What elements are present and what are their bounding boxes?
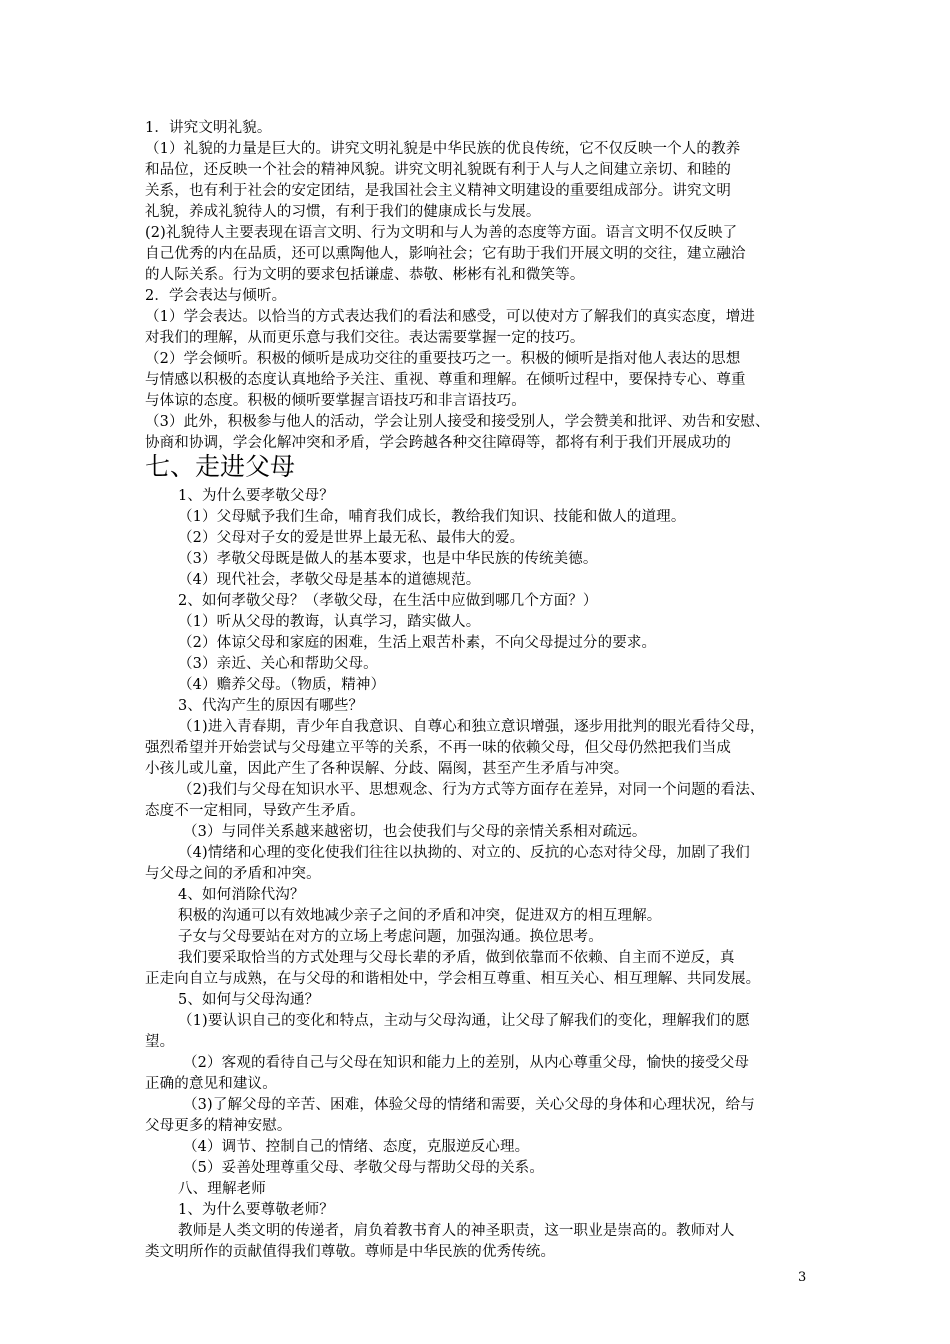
text-line: 对我们的理解，从而更乐意与我们交往。表达需要掌握一定的技巧。 xyxy=(145,330,585,346)
text-line: 与情感以积极的态度认真地给予关注、重视、尊重和理解。在倾听过程中，要保持专心、尊重 xyxy=(145,372,746,388)
text-line: 3、代沟产生的原因有哪些？ xyxy=(178,698,364,714)
text-line: 积极的沟通可以有效地减少亲子之间的矛盾和冲突，促进双方的相互理解。 xyxy=(178,908,662,924)
text-line: 正走向自立与成熟，在与父母的和谐相处中，学会相互尊重、相互关心、相互理解、共同发展。 xyxy=(145,971,761,987)
text-line: （4)情绪和心理的变化使我们往往以执拗的、对立的、反抗的心态对待父母，加剧了我们 xyxy=(178,845,750,861)
text-line: 我们要采取恰当的方式处理与父母长辈的矛盾，做到依靠而不依赖、自主而不逆反，真 xyxy=(178,950,735,966)
text-line: 望。 xyxy=(145,1034,175,1050)
text-line: （2）父母对子女的爱是世界上最无私、最伟大的爱。 xyxy=(178,530,525,546)
text-line: 1．讲究文明礼貌。 xyxy=(145,120,272,136)
text-line: 的人际关系。行为文明的要求包括谦虚、恭敬、彬彬有礼和微笑等。 xyxy=(145,267,585,283)
text-line: （2）客观的看待自己与父母在知识和能力上的差别，从内心尊重父母，愉快的接受父母 xyxy=(183,1055,750,1071)
text-line: 强烈希望并开始尝试与父母建立平等的关系，不再一味的依赖父母，但父母仍然把我们当成 xyxy=(145,740,731,756)
text-line: （1）听从父母的教诲，认真学习，踏实做人。 xyxy=(178,614,481,630)
text-line: （2)我们与父母在知识水平、思想观念、行为方式等方面存在差异，对同一个问题的看法、 xyxy=(178,782,765,798)
text-line: （4）赡养父母。（物质，精神） xyxy=(178,677,386,693)
text-line: 正确的意见和建议。 xyxy=(145,1076,277,1092)
text-line: （3）孝敬父母既是做人的基本要求，也是中华民族的传统美德。 xyxy=(178,551,598,567)
text-line: 自己优秀的内在品质，还可以熏陶他人，影响社会；它有助于我们开展文明的交往，建立融洽 xyxy=(145,246,746,262)
text-line: 类文明所作的贡献值得我们尊敬。尊师是中华民族的优秀传统。 xyxy=(145,1244,556,1260)
text-line: 1、为什么要尊敬老师？ xyxy=(178,1202,334,1218)
text-line: （3)了解父母的辛苦、困难，体验父母的情绪和需要，关心父母的身体和心理状况，给与 xyxy=(183,1097,755,1113)
text-line: 礼貌，养成礼貌待人的习惯，有利于我们的健康成长与发展。 xyxy=(145,204,541,220)
text-line: （4）调节、控制自己的情绪、态度，克服逆反心理。 xyxy=(183,1139,530,1155)
text-line: 父母更多的精神安慰。 xyxy=(145,1118,292,1134)
text-line: （1）父母赋予我们生命，哺育我们成长，教给我们知识、技能和做人的道理。 xyxy=(178,509,686,525)
text-line: （3）此外，积极参与他人的活动，学会让别人接受和接受别人，学会赞美和批评、劝告和安慰、 xyxy=(145,414,770,430)
section-heading: 七、走进父母 xyxy=(145,452,296,481)
text-line: （2）体谅父母和家庭的困难，生活上艰苦朴素，不向父母提过分的要求。 xyxy=(178,635,657,651)
text-line: （2）学会倾听。积极的倾听是成功交往的重要技巧之一。积极的倾听是指对他人表达的思想 xyxy=(145,351,741,367)
text-line: 1、为什么要孝敬父母？ xyxy=(178,488,334,504)
text-line: （1）礼貌的力量是巨大的。讲究文明礼貌是中华民族的优良传统，它不仅反映一个人的教养 xyxy=(145,141,741,157)
text-line: （1）学会表达。以恰当的方式表达我们的看法和感受，可以使对方了解我们的真实态度，增进 xyxy=(145,309,756,325)
text-line: （3）亲近、关心和帮助父母。 xyxy=(178,656,378,672)
text-line: 教师是人类文明的传递者，肩负着教书育人的神圣职责，这一职业是崇高的。教师对人 xyxy=(178,1223,735,1239)
text-line: （1)要认识自己的变化和特点，主动与父母沟通，让父母了解我们的变化，理解我们的愿 xyxy=(178,1013,750,1029)
text-line: 子女与父母要站在对方的立场上考虑问题，加强沟通。换位思考。 xyxy=(178,929,603,945)
text-line: （4）现代社会，孝敬父母是基本的道德规范。 xyxy=(178,572,481,588)
text-line: 与父母之间的矛盾和冲突。 xyxy=(145,866,321,882)
text-line: （3）与同伴关系越来越密切，也会使我们与父母的亲情关系相对疏远。 xyxy=(183,824,647,840)
text-line: 2．学会表达与倾听。 xyxy=(145,288,287,304)
text-line: 4、如何消除代沟？ xyxy=(178,887,305,903)
text-line: 态度不一定相同，导致产生矛盾。 xyxy=(145,803,365,819)
text-line: 5、如何与父母沟通？ xyxy=(178,992,320,1008)
text-line: （5）妥善处理尊重父母、孝敬父母与帮助父母的关系。 xyxy=(183,1160,544,1176)
text-line: 和品位，还反映一个社会的精神风貌。讲究文明礼貌既有利于人与人之间建立亲切、和睦的 xyxy=(145,162,731,178)
text-line: 关系，也有利于社会的安定团结，是我国社会主义精神文明建设的重要组成部分。讲究文明 xyxy=(145,183,731,199)
page-number: 3 xyxy=(798,1270,807,1285)
text-line: 八、理解老师 xyxy=(178,1181,266,1197)
text-line: （1)进入青春期，青少年自我意识、自尊心和独立意识增强，逐步用批判的眼光看待父母， xyxy=(178,719,765,735)
text-line: 协商和协调，学会化解冲突和矛盾，学会跨越各种交往障碍等，都将有利于我们开展成功的 xyxy=(145,435,731,451)
text-line: (2)礼貌待人主要表现在语言文明、行为文明和与人为善的态度等方面。语言文明不仅反映了 xyxy=(145,225,738,241)
text-line: 与体谅的态度。积极的倾听要掌握言语技巧和非言语技巧。 xyxy=(145,393,526,409)
text-line: 2、如何孝敬父母？（孝敬父母，在生活中应做到哪几个方面？） xyxy=(178,593,598,609)
text-line: 小孩儿或儿童，因此产生了各种误解、分歧、隔阂，甚至产生矛盾与冲突。 xyxy=(145,761,629,777)
